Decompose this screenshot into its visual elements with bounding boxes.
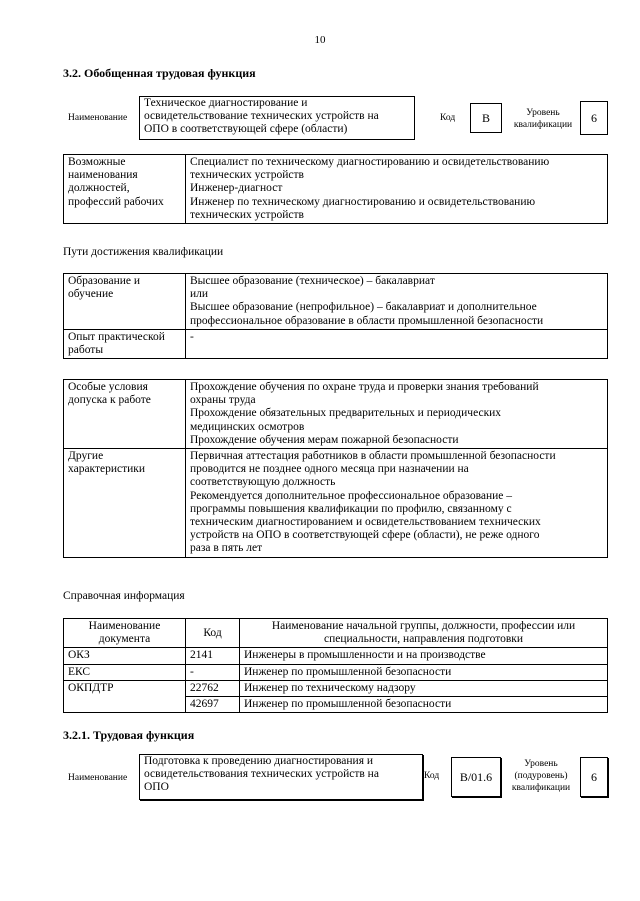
table-row bbox=[64, 329, 608, 358]
label-line: Опыт практической bbox=[68, 330, 165, 343]
cell-code: 22762 bbox=[186, 680, 240, 696]
table-row bbox=[64, 680, 608, 696]
table-row bbox=[64, 648, 608, 664]
positions-value-cell bbox=[186, 155, 608, 224]
reference-heading: Справочная информация bbox=[63, 590, 185, 602]
value-line: медицинских осмотров bbox=[190, 420, 305, 433]
qualification-heading: Пути достижения квалификации bbox=[63, 246, 224, 258]
cell-name: Инженер по техническому надзору bbox=[240, 680, 608, 696]
code-value-box: B bbox=[470, 103, 502, 133]
label-line: должностей, bbox=[68, 182, 130, 195]
table-row bbox=[64, 155, 608, 224]
code-label: Код bbox=[424, 771, 440, 781]
value-line: Высшее образование (непрофильное) – бакалавриат и дополнительное bbox=[190, 301, 537, 314]
header-name bbox=[240, 619, 608, 648]
table-row bbox=[64, 274, 608, 330]
header-line: Наименование bbox=[88, 620, 161, 632]
header-line: документа bbox=[98, 633, 151, 646]
admission-label-cell bbox=[64, 380, 186, 449]
labor-function-name-box bbox=[139, 754, 423, 800]
level-value-box: 6 bbox=[580, 757, 608, 797]
value-line: Прохождение обучения по охране труда и проверки знания требований bbox=[190, 381, 539, 393]
cell-name: Инженеры в промышленности и на производстве bbox=[240, 648, 608, 664]
function-name-line: ОПО в соответствующей сфере (области) bbox=[144, 123, 348, 136]
header-line: специальности, направления подготовки bbox=[323, 633, 524, 646]
value-line: технических устройств bbox=[190, 169, 304, 182]
header-doc bbox=[64, 619, 186, 648]
education-label-cell bbox=[64, 274, 186, 330]
section-heading: 3.2. Обобщенная трудовая функция bbox=[63, 66, 256, 80]
requirements-table bbox=[63, 379, 608, 558]
level-label-line: квалификации bbox=[511, 783, 571, 793]
label-line: наименования bbox=[68, 169, 138, 182]
table-row bbox=[64, 380, 608, 449]
table-row bbox=[64, 664, 608, 680]
level-label-line: (подуровень) bbox=[514, 771, 568, 781]
cell-name: Инженер по промышленной безопасности bbox=[240, 697, 608, 713]
cell-doc: ЕКС bbox=[64, 664, 186, 680]
value-line: профессиональное образование в области промышленной безопасности bbox=[190, 314, 544, 327]
value-line: или bbox=[190, 288, 209, 301]
label-line: работы bbox=[68, 344, 104, 357]
value-line: техническим диагностированием и освидетельствованием технических bbox=[190, 516, 541, 529]
other-value-cell bbox=[186, 449, 608, 558]
function-name-box bbox=[139, 96, 415, 140]
table-row bbox=[64, 449, 608, 558]
value-line: Первичная аттестация работников в области промышленной безопасности bbox=[190, 450, 556, 463]
function-name-line: Подготовка к проведению диагностирования и bbox=[144, 755, 374, 767]
label-line: Другие bbox=[68, 450, 104, 463]
value-line: Специалист по техническому диагностированию и освидетельствованию bbox=[190, 156, 550, 168]
cell-code: - bbox=[186, 664, 240, 680]
subsection-heading: 3.2.1. Трудовая функция bbox=[63, 728, 195, 742]
value-line: Высшее образование (техническое) – бакалавриат bbox=[190, 275, 435, 287]
cell-doc: ОКЗ bbox=[64, 648, 186, 664]
level-label bbox=[505, 758, 577, 794]
name-label: Наименование bbox=[68, 113, 128, 123]
level-label bbox=[508, 107, 578, 131]
table-header-row bbox=[64, 619, 608, 648]
label-line: допуска к работе bbox=[68, 394, 151, 407]
value-line: - bbox=[190, 330, 194, 343]
label-line: профессий рабочих bbox=[68, 195, 164, 208]
positions-table bbox=[63, 154, 608, 224]
value-line: Прохождение обучения мерам пожарной безопасности bbox=[190, 433, 459, 446]
value-line: раза в пять лет bbox=[190, 542, 263, 555]
name-label: Наименование bbox=[68, 773, 128, 783]
value-line: Инженер-диагност bbox=[190, 182, 283, 195]
cell-name: Инженер по промышленной безопасности bbox=[240, 664, 608, 680]
function-name-line: ОПО bbox=[144, 781, 169, 794]
cell-code: 42697 bbox=[186, 697, 240, 713]
cell-code: 2141 bbox=[186, 648, 240, 664]
value-line: охраны труда bbox=[190, 394, 256, 407]
label-line: Возможные bbox=[68, 156, 126, 168]
function-name-line: Техническое диагностирование и bbox=[144, 97, 308, 109]
value-line: проводится не позднее одного месяца при назначении на bbox=[190, 463, 469, 476]
cell-doc: ОКПДТР bbox=[64, 680, 186, 712]
value-line: Прохождение обязательных предварительных и периодических bbox=[190, 407, 502, 420]
value-line: технических устройств bbox=[190, 208, 304, 221]
label-line: характеристики bbox=[68, 463, 146, 476]
admission-value-cell bbox=[186, 380, 608, 449]
page-number: 10 bbox=[314, 34, 326, 46]
other-label-cell bbox=[64, 449, 186, 558]
experience-value-cell bbox=[186, 329, 608, 358]
header-code: Код bbox=[186, 619, 240, 648]
value-line: программы повышения квалификации по профилю, связанному с bbox=[190, 502, 512, 515]
value-line: Инженер по техническому диагностированию и освидетельствованию bbox=[190, 195, 536, 208]
value-line: Рекомендуется дополнительное профессиональное образование – bbox=[190, 489, 513, 502]
level-label-line: квалификации bbox=[513, 120, 573, 130]
code-value-box: B/01.6 bbox=[451, 757, 501, 797]
code-label: Код bbox=[440, 113, 456, 123]
value-line: устройств на ОПО в соответствующей сфере (области), не реже одного bbox=[190, 529, 540, 542]
education-value-cell bbox=[186, 274, 608, 330]
label-line: обучение bbox=[68, 288, 114, 301]
positions-label-cell bbox=[64, 155, 186, 224]
label-line: Образование и bbox=[68, 275, 141, 287]
experience-label-cell bbox=[64, 329, 186, 358]
level-label-line: Уровень bbox=[524, 759, 558, 769]
value-line: соответствующую должность bbox=[190, 476, 336, 489]
level-label-line: Уровень bbox=[526, 108, 560, 118]
reference-table bbox=[63, 618, 608, 713]
qualification-table bbox=[63, 273, 608, 359]
level-value-box: 6 bbox=[580, 101, 608, 135]
function-name-line: освидетельствования технических устройств на bbox=[144, 768, 379, 781]
label-line: Особые условия bbox=[68, 381, 148, 393]
header-line: Наименование начальной группы, должности, профессии или bbox=[271, 620, 576, 632]
function-name-line: освидетельствование технических устройств на bbox=[144, 110, 379, 123]
